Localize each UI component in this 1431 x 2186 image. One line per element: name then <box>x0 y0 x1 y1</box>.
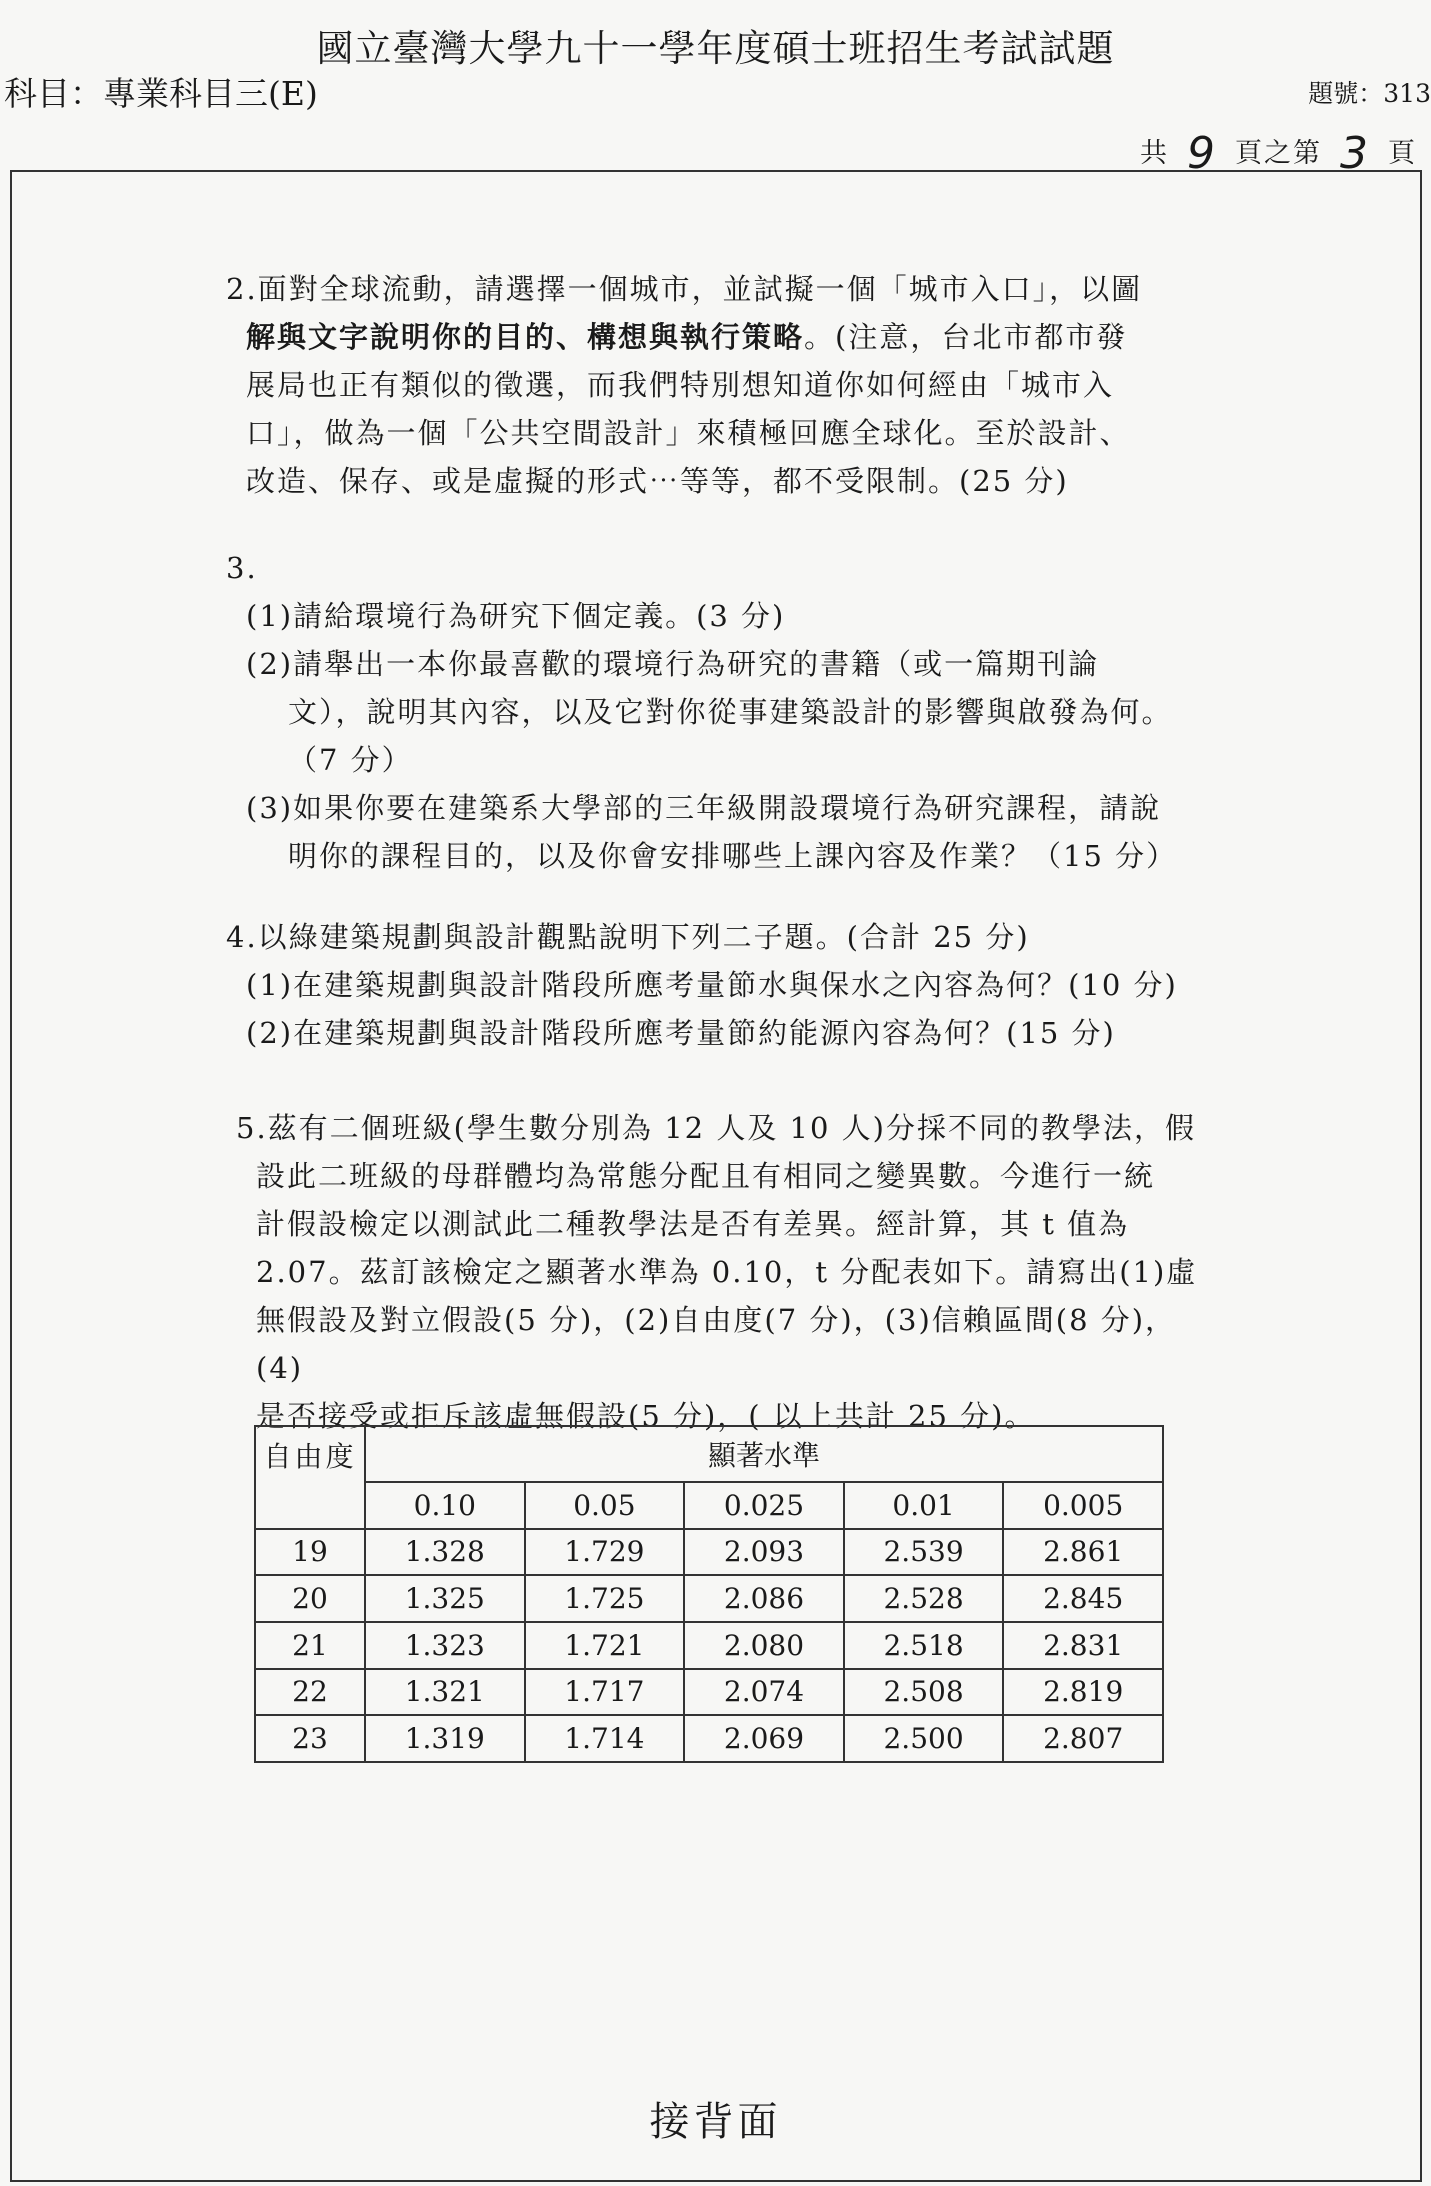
level-cell: 0.005 <box>1003 1482 1163 1529</box>
df-cell: 20 <box>255 1575 365 1622</box>
significance-header: 顯著水準 <box>365 1426 1163 1482</box>
value-cell: 1.725 <box>525 1575 685 1622</box>
q2-line: 改造、保存、或是虛擬的形式⋯等等，都不受限制。(25 分) <box>246 464 1069 498</box>
q5-line: 2.07。茲訂該檢定之顯著水準為 0.10，t 分配表如下。請寫出(1)虛 <box>256 1255 1198 1289</box>
continue-on-back-note: 接背面 <box>649 2099 782 2145</box>
q2-line: 展局也正有類似的徵選，而我們特別想知道你如何經由「城市入 <box>246 368 1115 402</box>
value-cell: 2.080 <box>684 1622 844 1669</box>
level-cell: 0.01 <box>844 1482 1004 1529</box>
table-row <box>255 1715 1163 1762</box>
df-cell: 22 <box>255 1669 365 1716</box>
value-cell: 1.328 <box>365 1529 525 1576</box>
value-cell: 1.325 <box>365 1575 525 1622</box>
question-number: 題號：313 <box>1308 79 1431 108</box>
level-cell: 0.10 <box>365 1482 525 1529</box>
df-cell: 21 <box>255 1622 365 1669</box>
q4-item: (1)在建築規劃與設計階段所應考量節水與保水之內容為何？(10 分) <box>246 968 1178 1002</box>
df-header: 自由度 <box>255 1426 365 1529</box>
value-cell: 1.714 <box>525 1715 685 1762</box>
value-cell: 2.845 <box>1003 1575 1163 1622</box>
value-cell: 2.518 <box>844 1622 1004 1669</box>
question-4 <box>226 913 1216 1057</box>
table-row <box>255 1575 1163 1622</box>
value-cell: 2.861 <box>1003 1529 1163 1576</box>
q2-line: 2.面對全球流動，請選擇一個城市，並試擬一個「城市入口」，以圖 <box>226 272 1143 306</box>
value-cell: 1.323 <box>365 1622 525 1669</box>
q5-line: 5.茲有二個班級(學生數分別為 12 人及 10 人)分採不同的教學法，假 <box>236 1111 1196 1145</box>
q3-item-cont: 明你的課程目的，以及你會安排哪些上課內容及作業？（15 分） <box>288 839 1178 873</box>
page-suffix: 頁 <box>1388 138 1417 169</box>
level-cell: 0.025 <box>684 1482 844 1529</box>
value-cell: 1.717 <box>525 1669 685 1716</box>
q5-line: 設此二班級的母群體均為常態分配且有相同之變異數。今進行一統 <box>256 1159 1156 1193</box>
level-cell: 0.05 <box>525 1482 685 1529</box>
q4-line: 4.以綠建築規劃與設計觀點說明下列二子題。(合計 25 分) <box>226 920 1030 954</box>
value-cell: 2.500 <box>844 1715 1004 1762</box>
table-header-row <box>255 1426 1163 1482</box>
table-row <box>255 1669 1163 1716</box>
q3-item: (2)請舉出一本你最喜歡的環境行為研究的書籍（或一篇期刊論 <box>246 647 1100 681</box>
page-info <box>1140 122 1417 179</box>
value-cell: 2.539 <box>844 1529 1004 1576</box>
q5-line: 無假設及對立假設(5 分)，(2)自由度(7 分)，(3)信賴區間(8 分)，(4) <box>256 1303 1177 1385</box>
value-cell: 2.069 <box>684 1715 844 1762</box>
total-pages: 9 <box>1187 128 1217 179</box>
df-cell: 23 <box>255 1715 365 1762</box>
q3-item-cont: 文），說明其內容，以及它對你從事建築設計的影響與啟發為何。 <box>288 695 1173 729</box>
q2-line <box>226 313 1196 361</box>
q2-line: 口」，做為一個「公共空間設計」來積極回應全球化。至於設計、 <box>246 416 1131 450</box>
question-2 <box>226 265 1196 505</box>
q3-number: 3. <box>226 551 258 585</box>
t-distribution-table <box>254 1425 1164 1763</box>
page-prefix: 共 <box>1140 138 1169 169</box>
value-cell: 2.528 <box>844 1575 1004 1622</box>
table-row <box>255 1622 1163 1669</box>
q2-line-rest: 。(注意，台北市都市發 <box>804 320 1128 354</box>
value-cell: 1.319 <box>365 1715 525 1762</box>
exam-title: 國立臺灣大學九十一學年度碩士班招生考試試題 <box>316 27 1115 70</box>
value-cell: 2.074 <box>684 1669 844 1716</box>
value-cell: 1.729 <box>525 1529 685 1576</box>
current-page: 3 <box>1340 128 1370 179</box>
q3-item: (1)請給環境行為研究下個定義。(3 分) <box>246 599 786 633</box>
q2-bold-text: 解與文字說明你的目的、構想與執行策略 <box>246 320 805 354</box>
value-cell: 1.721 <box>525 1622 685 1669</box>
value-cell: 2.819 <box>1003 1669 1163 1716</box>
page-middle: 頁之第 <box>1235 138 1322 169</box>
df-cell: 19 <box>255 1529 365 1576</box>
q4-item: (2)在建築規劃與設計階段所應考量節約能源內容為何？(15 分) <box>246 1016 1116 1050</box>
table-row <box>255 1529 1163 1576</box>
value-cell: 2.508 <box>844 1669 1004 1716</box>
subject-label: 科目：專業科目三(E) <box>4 74 318 113</box>
question-3 <box>226 544 1206 880</box>
q5-line: 是否接受或拒斥該虛無假設(5 分)，( 以上共計 25 分)。 <box>256 1399 1036 1433</box>
q3-item-cont: （7 分） <box>288 743 413 777</box>
q5-line: 計假設檢定以測試此二種教學法是否有差異。經計算，其 t 值為 <box>256 1207 1130 1241</box>
value-cell: 1.321 <box>365 1669 525 1716</box>
q3-item: (3)如果你要在建築系大學部的三年級開設環境行為研究課程，請說 <box>246 791 1162 825</box>
value-cell: 2.807 <box>1003 1715 1163 1762</box>
value-cell: 2.831 <box>1003 1622 1163 1669</box>
question-5 <box>236 1104 1206 1440</box>
value-cell: 2.093 <box>684 1529 844 1576</box>
table-levels-row <box>255 1482 1163 1529</box>
value-cell: 2.086 <box>684 1575 844 1622</box>
